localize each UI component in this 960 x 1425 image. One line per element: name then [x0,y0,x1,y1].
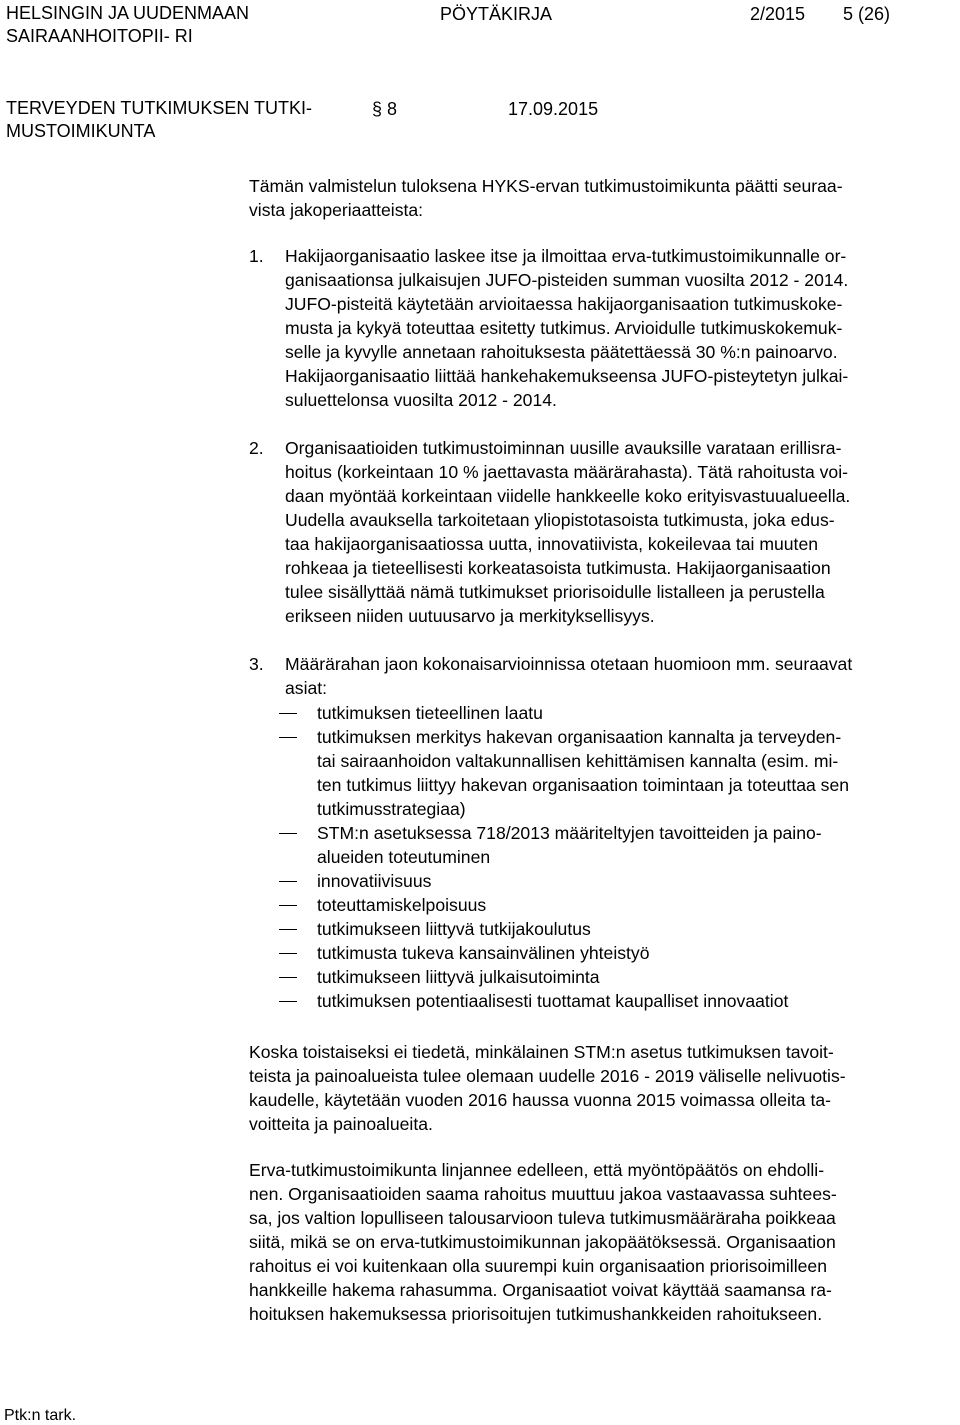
text-line: tutkimukseen liittyvä julkaisutoiminta [317,967,600,987]
text-line: tutkimuksen potentiaalisesti tuottamat kaupalliset innovaatiot [317,991,789,1011]
text-line: erikseen niiden uutuusarvo ja merkityksellisyys. [285,606,655,626]
text-line: hankkeille hakema rahasumma. Organisaatiot voivat käyttää saamansa ra- [249,1280,832,1300]
text-line: Hakijaorganisaatio laskee itse ja ilmoittaa erva-tutkimustoimikunnalle or- [285,246,847,266]
text-line: hoituksen hakemuksessa priorisoitujen tutkimushankkeiden rahoitukseen. [249,1304,823,1324]
text-line: asiat: [285,678,328,698]
text-line: tutkimuksen tieteellinen laatu [317,703,543,723]
text-line: selle ja kyvylle annetaan rahoituksesta päätettäessä 30 %:n painoarvo. [285,342,838,362]
dash-bullet-icon [279,929,297,930]
committee-name: TERVEYDEN TUTKIMUKSEN TUTKI- MUSTOIMIKUNTA [6,98,313,141]
dash-bullet-icon [279,833,297,834]
text-line: sa, jos valtion lopulliseen talousarvioon tuleva tutkimusmääräraha poikkeaa [249,1208,836,1228]
item-number: 2. [249,438,264,458]
text-line: teista ja painoalueista tulee olemaan uudelle 2016 - 2019 väliselle nelivuotis- [249,1066,846,1086]
text-line: toteuttamiskelpoisuus [317,895,487,915]
text-line: JUFO-pisteitä käytetään arvioitaessa hakijaorganisaation tutkimuskoke- [285,294,843,314]
text-line: hoitus (korkeintaan 10 % jaettavasta määrärahasta). Tätä rahoitusta voi- [285,462,848,482]
dash-bullet-icon [279,881,297,882]
dash-bullet-icon [279,977,297,978]
footer-minutes-checker: Ptk:n tark. [4,1407,77,1424]
text-line: vista jakoperiaatteista: [249,200,424,220]
text-line: STM:n asetuksessa 718/2013 määriteltyjen tavoitteiden ja paino- [317,823,822,843]
text-line: tutkimuksen merkitys hakevan organisaation kannalta ja terveyden- [317,727,842,747]
page-number: 5 (26) [843,4,891,24]
text-line: tutkimukseen liittyvä tutkijakoulutus [317,919,591,939]
text-line: nen. Organisaatioiden saama rahoitus muuttuu jakoa vastaavassa suhtees- [249,1184,837,1204]
text-line: Koska toistaiseksi ei tiedetä, minkälainen STM:n asetus tutkimuksen tavoit- [249,1042,834,1062]
text-line: tutkimusstrategiaa) [317,799,466,819]
text-line: daan myöntää korkeintaan viidelle hankkeelle koko erityisvastuualueella. [285,486,851,506]
text-line: siitä, mikä se on erva-tutkimustoimikunnan jakopäätöksessä. Organisaation [249,1232,836,1252]
text-line: suluettelonsa vuosilta 2012 - 2014. [285,390,557,410]
dash-bullet-icon [279,713,297,714]
text-line: Uudella avauksella tarkoitetaan yliopistotasoista tutkimusta, joka edus- [285,510,835,530]
text-line: innovatiivisuus [317,871,432,891]
document-number: 2/2015 [750,4,806,24]
dash-bullet-icon [279,1001,297,1002]
item-number: 3. [249,654,264,674]
text-line: taa hakijaorganisaatiossa uutta, innovatiivista, kokeilevaa tai muuten [285,534,819,554]
text-line: tulee sisällyttää nämä tutkimukset priorisoidulle listalleen ja perustella [285,582,825,602]
dash-bullet-icon [279,953,297,954]
text-line: Hakijaorganisaatio liittää hankehakemukseensa JUFO-pisteytetyn julkai- [285,366,849,386]
text-line: Organisaatioiden tutkimustoiminnan uusille avauksille varataan erillisra- [285,438,842,458]
text-line: ganisaationsa julkaisujen JUFO-pisteiden summan vuosilta 2012 - 2014. [285,270,849,290]
organization-name: HELSINGIN JA UUDENMAAN SAIRAANHOITOPII- RI [6,3,250,46]
text-line: ten tutkimus liittyy hakevan organisaation toimintaan ja toteuttaa sen [317,775,850,795]
text-line: alueiden toteutuminen [317,847,491,867]
text-line: Erva-tutkimustoimikunta linjannee edelleen, että myöntöpäätös on ehdolli- [249,1160,825,1180]
dash-bullet-icon [279,737,297,738]
text-line: Tämän valmistelun tuloksena HYKS-ervan tutkimustoimikunta päätti seuraa- [249,176,843,196]
text-line: tai sairaanhoidon valtakunnallisen kehittämisen kannalta (esim. mi- [317,751,839,771]
meeting-date: 17.09.2015 [508,99,599,119]
text-line: tutkimusta tukeva kansainvälinen yhteistyö [317,943,650,963]
section-number: § 8 [372,99,398,119]
item-number: 1. [249,246,264,266]
dash-bullet-icon [279,905,297,906]
text-line: rohkeaa ja tieteellisesti korkeatasoista tutkimusta. Hakijaorganisaation [285,558,831,578]
text-line: rahoitus ei voi kuitenkaan olla suurempi kuin organisaation priorisoimilleen [249,1256,827,1276]
document-type: PÖYTÄKIRJA [440,4,553,24]
text-line: musta ja kykyä toteuttaa esitetty tutkimus. Arvioidulle tutkimuskokemuk- [285,318,843,338]
text-line: Määrärahan jaon kokonaisarvioinnissa otetaan huomioon mm. seuraavat [285,654,853,674]
text-line: kaudelle, käytetään vuoden 2016 haussa vuonna 2015 voimassa olleita ta- [249,1090,831,1110]
text-line: voitteita ja painoalueita. [249,1114,433,1134]
